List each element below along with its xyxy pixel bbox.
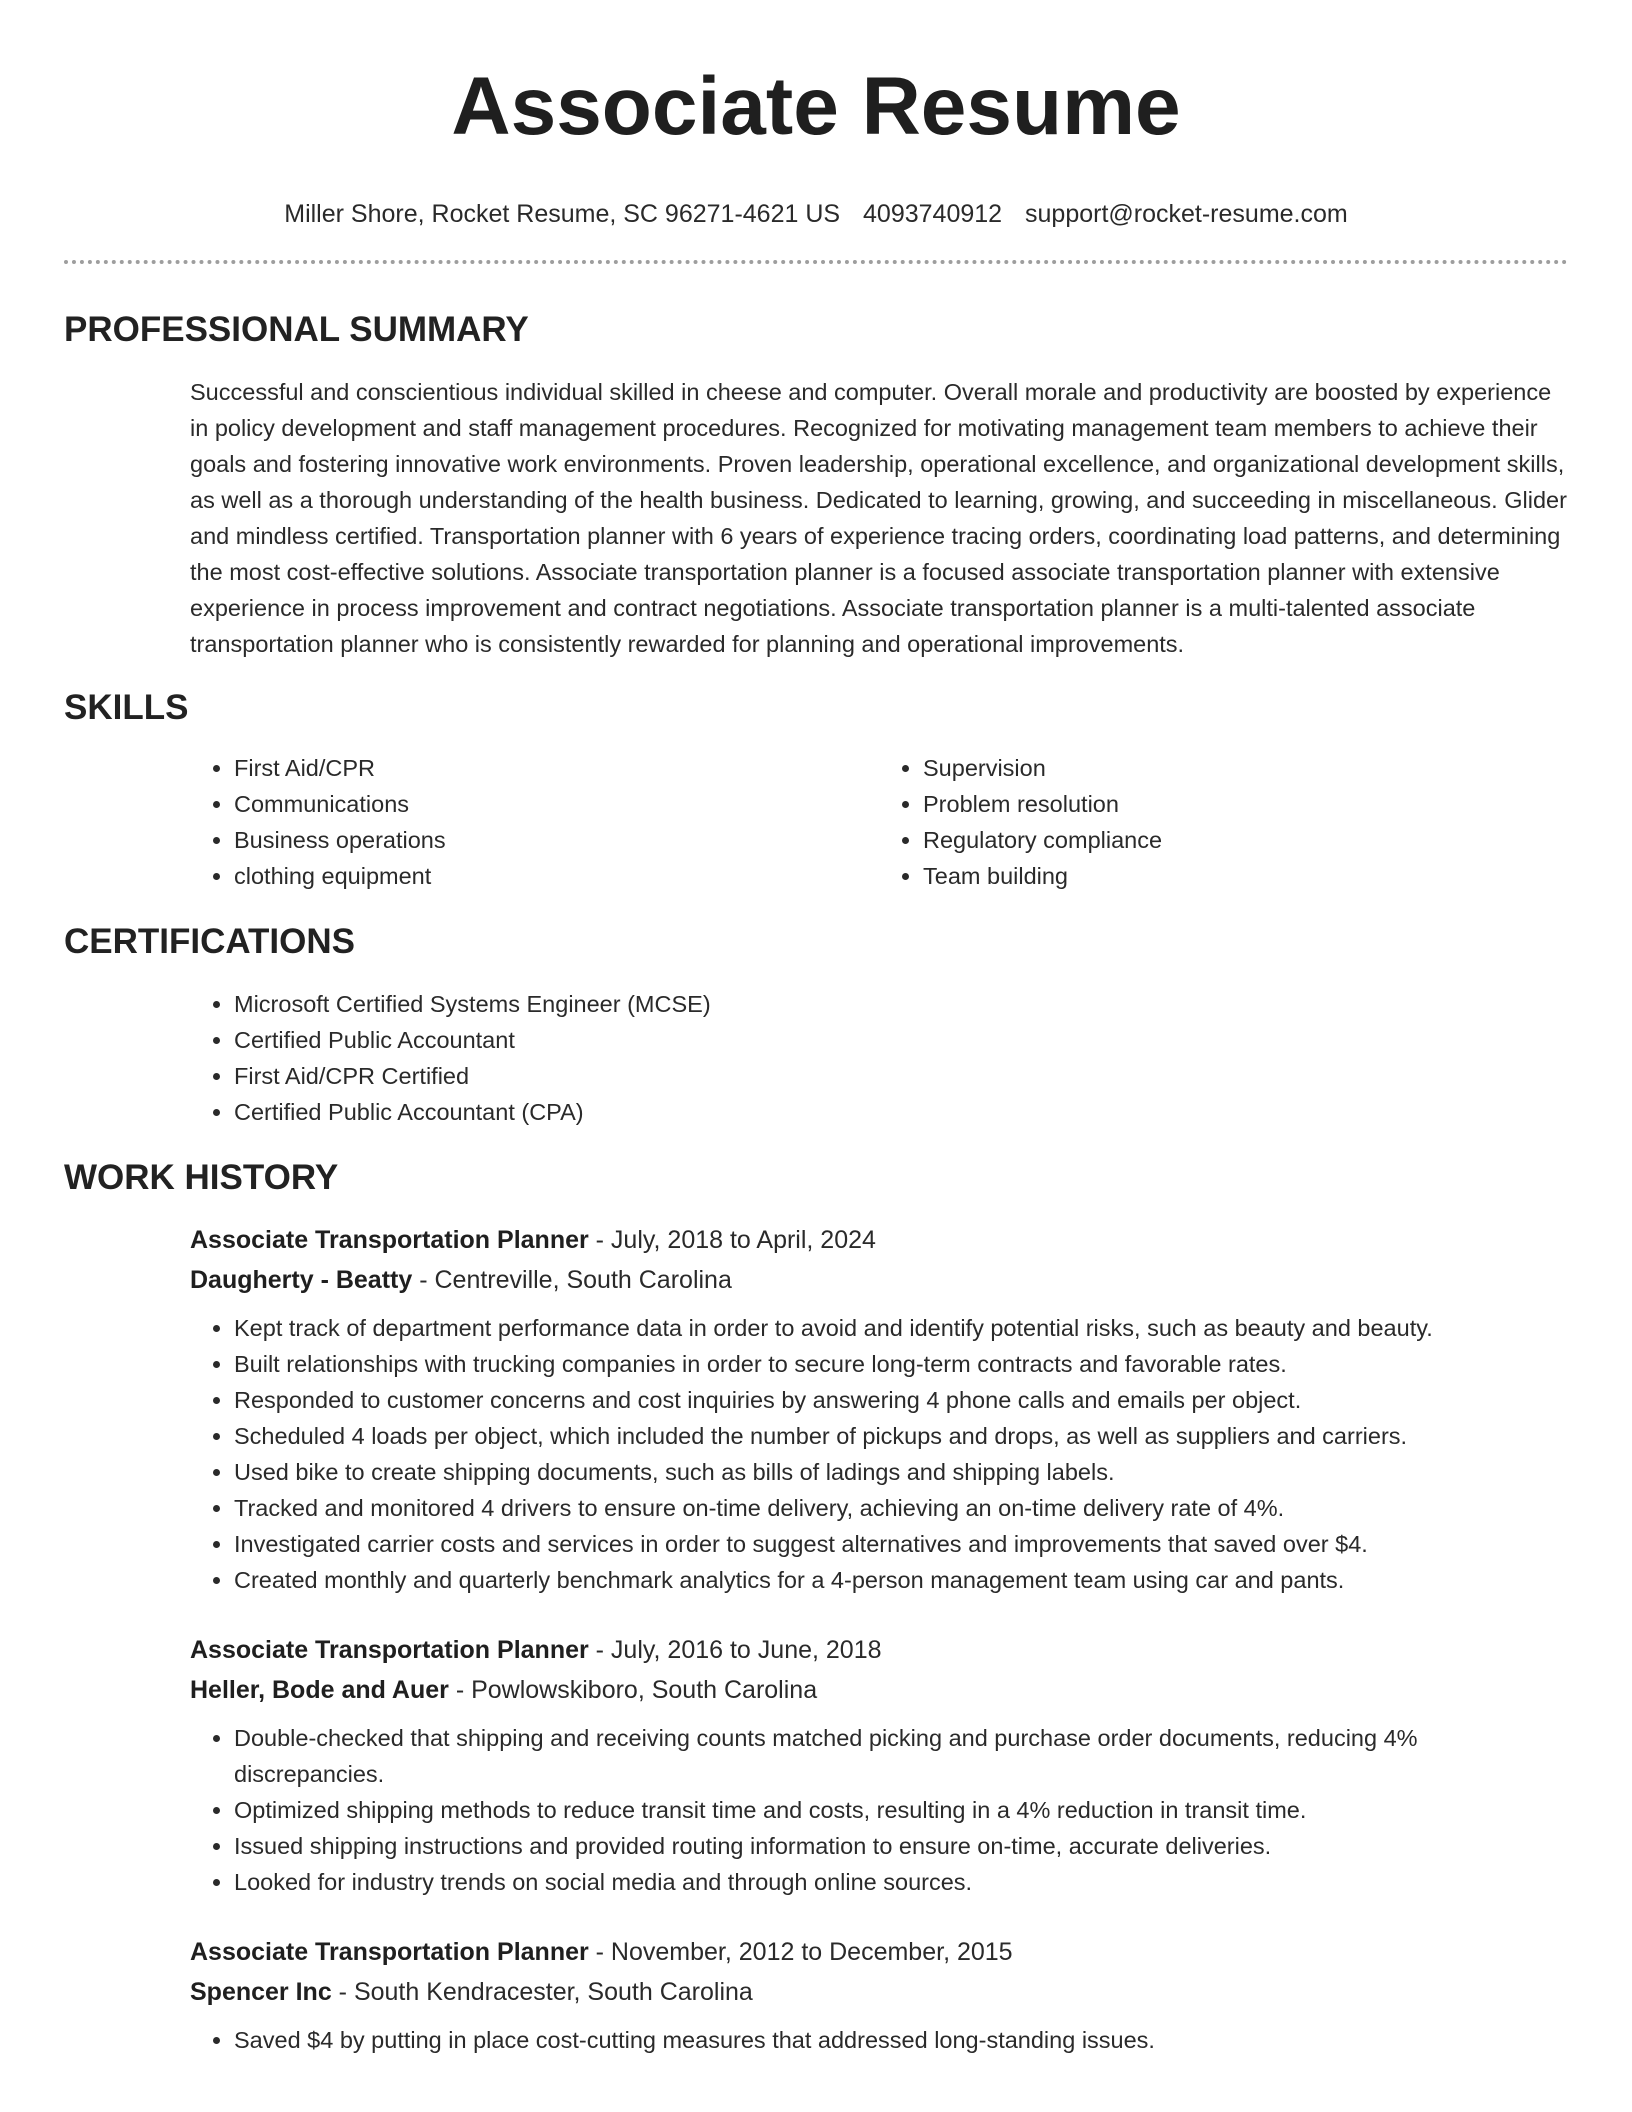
job-dates: - July, 2016 to June, 2018 (588, 1636, 882, 1664)
job-entry (190, 1220, 1568, 1598)
skill-item: • Team building (923, 858, 1568, 894)
job-dates: - November, 2012 to December, 2015 (588, 1938, 1013, 1966)
job-entry (190, 1932, 1568, 2058)
job-bullet: • Responded to customer concerns and cost inquiries by answering 4 phone calls and emails per object. (234, 1382, 1568, 1418)
certification-item: • Microsoft Certified Systems Engineer (MCSE) (234, 986, 1568, 1022)
job-location: - South Kendracester, South Carolina (331, 1978, 753, 2006)
job-location: - Centreville, South Carolina (412, 1266, 732, 1294)
job-company-line (190, 1670, 1568, 1710)
skill-item: • clothing equipment (234, 858, 879, 894)
job-title-line (190, 1932, 1568, 1972)
job-bullet: • Looked for industry trends on social media and through online sources. (234, 1864, 1568, 1900)
job-title-line (190, 1220, 1568, 1260)
job-title-line (190, 1630, 1568, 1670)
job-bullet: • Used bike to create shipping documents, such as bills of ladings and shipping labels. (234, 1454, 1568, 1490)
summary-heading: PROFESSIONAL SUMMARY (64, 310, 529, 349)
contact-address: Miller Shore, Rocket Resume, SC 96271-4621 US (284, 200, 841, 228)
job-location: - Powlowskiboro, South Carolina (448, 1676, 818, 1704)
certification-item: • First Aid/CPR Certified (234, 1058, 1568, 1094)
work-history-heading: WORK HISTORY (64, 1158, 339, 1197)
job-bullet: • Optimized shipping methods to reduce transit time and costs, resulting in a 4% reduction in transit time. (234, 1792, 1568, 1828)
certifications-block (190, 986, 1568, 1130)
job-company: Spencer Inc (190, 1978, 332, 2006)
skill-item: • Problem resolution (923, 786, 1568, 822)
job-bullet: • Kept track of department performance data in order to avoid and identify potential risks, such as beauty and beauty. (234, 1310, 1568, 1346)
job-bullet: • Scheduled 4 loads per object, which included the number of pickups and drops, as well as suppliers and carriers. (234, 1418, 1568, 1454)
job-company-line (190, 1972, 1568, 2012)
job-title: Associate Transportation Planner (190, 1938, 589, 1966)
certifications-list (190, 986, 1568, 1130)
job-bullet: • Double-checked that shipping and receiving counts matched picking and purchase order documents, reducing 4% discrepancies. (234, 1720, 1568, 1792)
certification-item: • Certified Public Accountant (CPA) (234, 1094, 1568, 1130)
skill-item: • Business operations (234, 822, 879, 858)
contact-phone: 4093740912 (863, 200, 1003, 228)
resume-header (64, 0, 1568, 230)
job-entry (190, 1630, 1568, 1900)
certification-item: • Certified Public Accountant (234, 1022, 1568, 1058)
skills-columns (190, 750, 1568, 894)
job-title: Associate Transportation Planner (190, 1226, 589, 1254)
skill-item: • Supervision (923, 750, 1568, 786)
job-company: Heller, Bode and Auer (190, 1676, 449, 1704)
header-divider (64, 260, 1568, 264)
job-bullet: • Created monthly and quarterly benchmark analytics for a 4-person management team using car and pants. (234, 1562, 1568, 1598)
job-bullet: • Built relationships with trucking companies in order to secure long-term contracts and favorable rates. (234, 1346, 1568, 1382)
job-company: Daugherty - Beatty (190, 1266, 413, 1294)
job-bullet: • Tracked and monitored 4 drivers to ensure on-time delivery, achieving an on-time delivery rate of 4%. (234, 1490, 1568, 1526)
resume-name: Associate Resume (451, 61, 1181, 152)
summary-text: Successful and conscientious individual skilled in cheese and computer. Overall morale and productivity are boosted by experience in policy development and staff management procedures. Recognized for motivating management team members to achieve their goals and fostering innovative work environments. Proven leadership, operational excellence, and organizational development skills, as well as a thorough understanding of the health business. Dedicated to learning, growing, and succeeding in miscellaneous. Glider and mindless certified. Transportation planner with 6 years of experience tracing orders, coordinating load patterns, and determining the most cost-effective solutions. Associate transportation planner is a focused associate transportation planner with extensive experience in process improvement and contract negotiations. Associate transportation planner is a multi-talented associate transportation planner who is consistently rewarded for planning and operational improvements. (190, 379, 1567, 657)
job-bullet: • Investigated carrier costs and services in order to suggest alternatives and improvements that saved over $4. (234, 1526, 1568, 1562)
job-bullet: • Saved $4 by putting in place cost-cutting measures that addressed long-standing issues. (234, 2022, 1568, 2058)
job-company-line (190, 1260, 1568, 1300)
certifications-heading: CERTIFICATIONS (64, 922, 356, 961)
job-title: Associate Transportation Planner (190, 1636, 589, 1664)
job-bullets (190, 2022, 1568, 2058)
job-bullets (190, 1310, 1568, 1598)
skills-list-left (190, 750, 879, 894)
skill-item: • Regulatory compliance (923, 822, 1568, 858)
job-bullet: • Issued shipping instructions and provided routing information to ensure on-time, accurate deliveries. (234, 1828, 1568, 1864)
skills-heading: SKILLS (64, 688, 189, 727)
job-dates: - July, 2018 to April, 2024 (588, 1226, 876, 1254)
job-bullets (190, 1720, 1568, 1900)
skill-item: • Communications (234, 786, 879, 822)
contact-line (64, 198, 1568, 230)
contact-email: support@rocket-resume.com (1025, 200, 1348, 228)
skill-item: • First Aid/CPR (234, 750, 879, 786)
skills-list-right (879, 750, 1568, 894)
